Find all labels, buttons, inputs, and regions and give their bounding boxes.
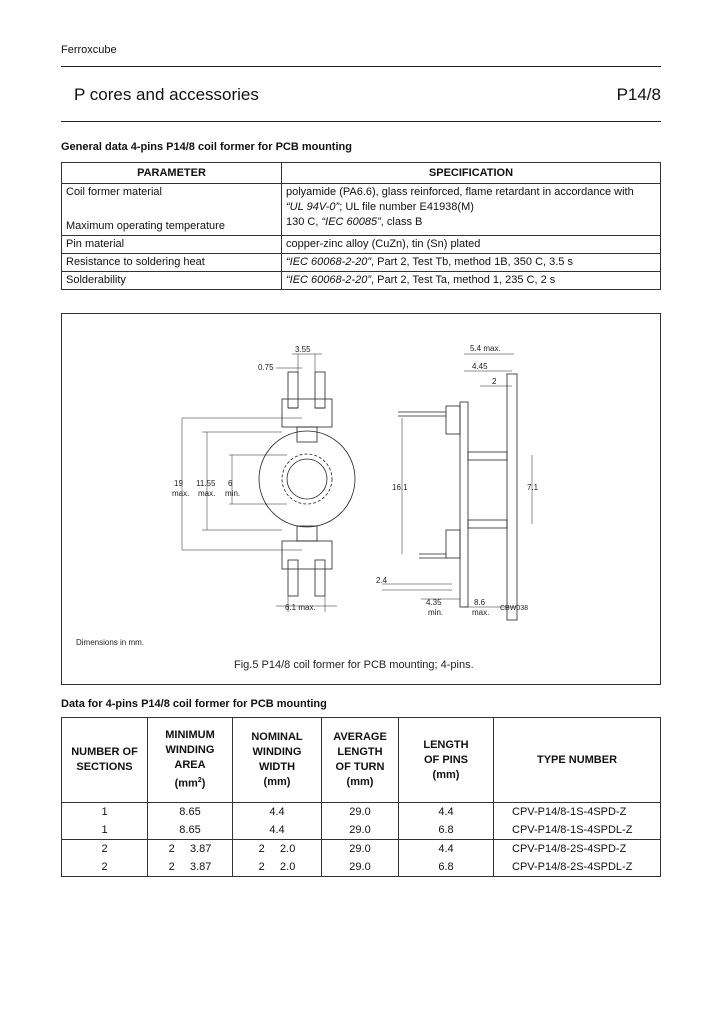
dim-label: max. (172, 489, 190, 498)
general-data-table (61, 162, 661, 290)
spec-cell: copper-zinc alloy (CuZn), tin (Sn) plated (282, 236, 661, 254)
col-sections: NUMBER OF SECTIONS (62, 718, 148, 803)
dim-label: 19 (174, 479, 183, 488)
dim-label: 6.1 max. (285, 603, 316, 612)
drawing-code: CBW038 (500, 605, 529, 612)
dim-label: 7.1 (527, 483, 539, 492)
spec-cell (282, 254, 661, 272)
cell-width: 4.4 (233, 821, 322, 840)
dim-label: 4.35 (426, 598, 442, 607)
table-header-row (62, 718, 661, 803)
col-type: TYPE NUMBER (494, 718, 661, 803)
dim-label: 4.45 (472, 362, 488, 371)
cell-sections: 2 (62, 858, 148, 877)
spec-standard: “IEC 60068-2-20” (286, 256, 371, 268)
spec-text: , Part 2, Test Tb, method 1B, 350 C, 3.5 s (371, 256, 573, 268)
dim-label: 6 (228, 479, 233, 488)
figure-frame (61, 313, 661, 685)
cell-turn: 29.0 (322, 821, 399, 840)
spec-text: , Part 2, Test Ta, method 1, 235 C, 2 s (371, 274, 556, 286)
dim-label: max. (472, 608, 490, 617)
page-title: P cores and accessories (74, 85, 259, 104)
param-cell: Solderability (62, 272, 282, 290)
table-header-row (62, 163, 661, 184)
top-divider (61, 66, 661, 67)
col-specification: SPECIFICATION (282, 163, 661, 184)
cell-type: CPV-P14/8-2S-4SPD-Z (494, 840, 661, 859)
param-cell (62, 184, 282, 236)
spec-standard: “UL 94V-0” (286, 201, 340, 213)
col-pins: LENGTH OF PINS (mm) (399, 718, 494, 803)
table-row (62, 184, 661, 236)
dim-label: max. (198, 489, 216, 498)
figure-caption: Fig.5 P14/8 coil former for PCB mounting; 4-pins. (234, 659, 474, 671)
cell-area: 8.65 (148, 803, 233, 822)
spec-cell (282, 184, 661, 236)
col-area: MINIMUM WINDING AREA $(mm^2)$ (148, 718, 233, 803)
spec-text: polyamide (PA6.6), glass reinforced, flame retardant in accordance with (286, 186, 634, 198)
col-turn: AVERAGE LENGTH OF TURN (mm) (322, 718, 399, 803)
param-cell: Pin material (62, 236, 282, 254)
cell-sections: 2 (62, 840, 148, 859)
dim-label: 3.55 (295, 345, 311, 354)
table-row (62, 840, 661, 859)
cell-width: 2 2.0 (233, 858, 322, 877)
dim-label: min. (428, 608, 444, 617)
cell-turn: 29.0 (322, 840, 399, 859)
cell-type: CPV-P14/8-1S-4SPD-Z (494, 803, 661, 822)
coil-former-data-table (61, 717, 661, 877)
param-text: Maximum operating temperature (66, 220, 225, 232)
table-row (62, 254, 661, 272)
param-text: Coil former material (66, 186, 162, 198)
cell-turn: 29.0 (322, 858, 399, 877)
dim-label: 16.1 (392, 483, 408, 492)
figure-note: Dimensions in mm. (76, 638, 145, 647)
cell-sections: 1 (62, 821, 148, 840)
dim-label: 5.4 max. (470, 344, 501, 353)
table-row (62, 858, 661, 877)
dim-label: 11.55 (196, 479, 216, 488)
cell-pins: 6.8 (399, 858, 494, 877)
cell-turn: 29.0 (322, 803, 399, 822)
cell-sections: 1 (62, 803, 148, 822)
table-row (62, 821, 661, 840)
dim-label: 2 (492, 377, 497, 386)
table-row (62, 803, 661, 822)
cell-type: CPV-P14/8-2S-4SPDL-Z (494, 858, 661, 877)
cell-pins: 4.4 (399, 803, 494, 822)
header-divider (61, 121, 661, 122)
cell-width: 2 2.0 (233, 840, 322, 859)
cell-type: CPV-P14/8-1S-4SPDL-Z (494, 821, 661, 840)
dim-label: 2.4 (376, 576, 388, 585)
general-table-title: General data 4-pins P14/8 coil former for PCB mounting (61, 141, 352, 153)
cell-width: 4.4 (233, 803, 322, 822)
spec-cell (282, 272, 661, 290)
spec-text: 130 C, (286, 216, 322, 228)
cell-pins: 4.4 (399, 840, 494, 859)
spec-text: ; UL file number E41938(M) (339, 201, 474, 213)
param-cell: Resistance to soldering heat (62, 254, 282, 272)
cell-area: 8.65 (148, 821, 233, 840)
cell-area: 2 3.87 (148, 840, 233, 859)
col-parameter: PARAMETER (62, 163, 282, 184)
brand-name: Ferroxcube (61, 44, 117, 56)
dim-label: min. (225, 489, 241, 498)
part-number: P14/8 (616, 85, 661, 104)
table-row (62, 272, 661, 290)
coil-former-drawing (62, 314, 660, 684)
dim-label: 0.75 (258, 363, 274, 372)
cell-pins: 6.8 (399, 821, 494, 840)
spec-standard: “IEC 60085” (321, 216, 381, 228)
dimension-labels (76, 344, 539, 671)
spec-text: , class B (380, 216, 423, 228)
col-width: NOMINAL WINDING WIDTH (mm) (233, 718, 322, 803)
table-row (62, 236, 661, 254)
dim-label: 8.6 (474, 598, 486, 607)
cell-area: 2 3.87 (148, 858, 233, 877)
spec-standard: “IEC 60068-2-20” (286, 274, 371, 286)
data-table-title: Data for 4-pins P14/8 coil former for PCB mounting (61, 698, 327, 710)
